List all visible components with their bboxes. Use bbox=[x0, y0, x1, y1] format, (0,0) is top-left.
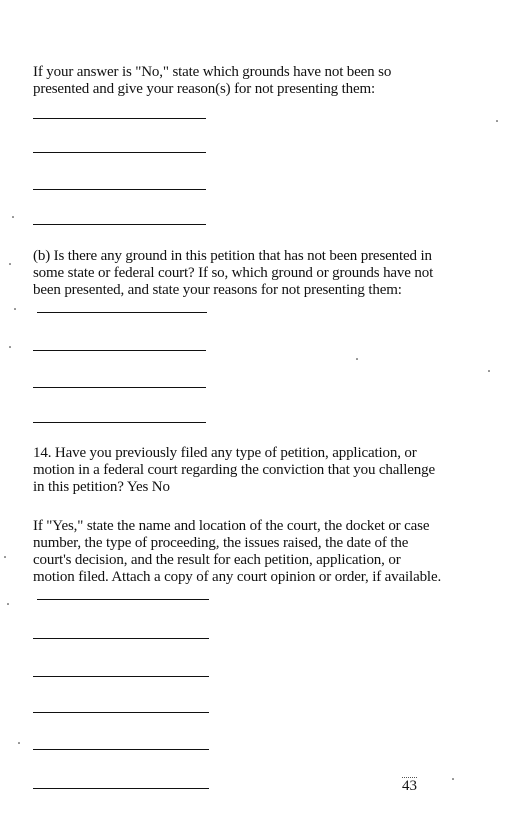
scan-speck bbox=[9, 263, 11, 265]
page-number: 43 bbox=[402, 778, 417, 794]
question-14-inline-line[interactable] bbox=[37, 599, 209, 600]
scan-speck bbox=[356, 358, 358, 360]
question-14-followup-text: If "Yes," state the name and location of the court, the docket or case number, the type of proceeding, the issues raised, the date of the court's decision, and the result for each petition, application, or motion filed. Attach a copy of any court opinion or order, if available. bbox=[33, 518, 442, 585]
scan-speck bbox=[496, 120, 498, 122]
scan-speck bbox=[4, 556, 6, 558]
grounds-not-presented-text: If your answer is "No," state which grounds have not been so presented and give your reason(s) for not presenting them: bbox=[33, 64, 392, 97]
question-13b-text: (b) Is there any ground in this petition that has not been presented in some state or federal court? If so, which ground or grounds have not been presented, and state your reasons for not presenting them: bbox=[33, 248, 434, 298]
scan-speck bbox=[7, 603, 9, 605]
answer-line-5[interactable] bbox=[33, 350, 206, 351]
answer-line-9[interactable] bbox=[33, 676, 209, 677]
scan-speck bbox=[452, 778, 454, 780]
answer-line-11[interactable] bbox=[33, 749, 209, 750]
question-14 bbox=[33, 445, 443, 496]
scan-speck bbox=[14, 308, 16, 310]
grounds-not-presented-question bbox=[33, 64, 443, 98]
answer-line-7[interactable] bbox=[33, 422, 206, 423]
answer-line-10[interactable] bbox=[33, 712, 209, 713]
question-14-text: 14. Have you previously filed any type of petition, application, or motion in a federal court regarding the conviction that you challenge in this petition? Yes No bbox=[33, 445, 436, 495]
scan-speck bbox=[12, 216, 14, 218]
question-14-followup bbox=[33, 518, 443, 603]
answer-line-1[interactable] bbox=[33, 118, 206, 119]
answer-line-3[interactable] bbox=[33, 189, 206, 190]
answer-line-12[interactable] bbox=[33, 788, 209, 789]
scan-speck bbox=[18, 742, 20, 744]
answer-line-2[interactable] bbox=[33, 152, 206, 153]
answer-line-4[interactable] bbox=[33, 224, 206, 225]
question-13b bbox=[33, 248, 443, 316]
answer-line-6[interactable] bbox=[33, 387, 206, 388]
scan-speck bbox=[9, 346, 11, 348]
answer-line-8[interactable] bbox=[33, 638, 209, 639]
question-13b-inline-line[interactable] bbox=[37, 312, 207, 313]
scan-speck bbox=[488, 370, 490, 372]
